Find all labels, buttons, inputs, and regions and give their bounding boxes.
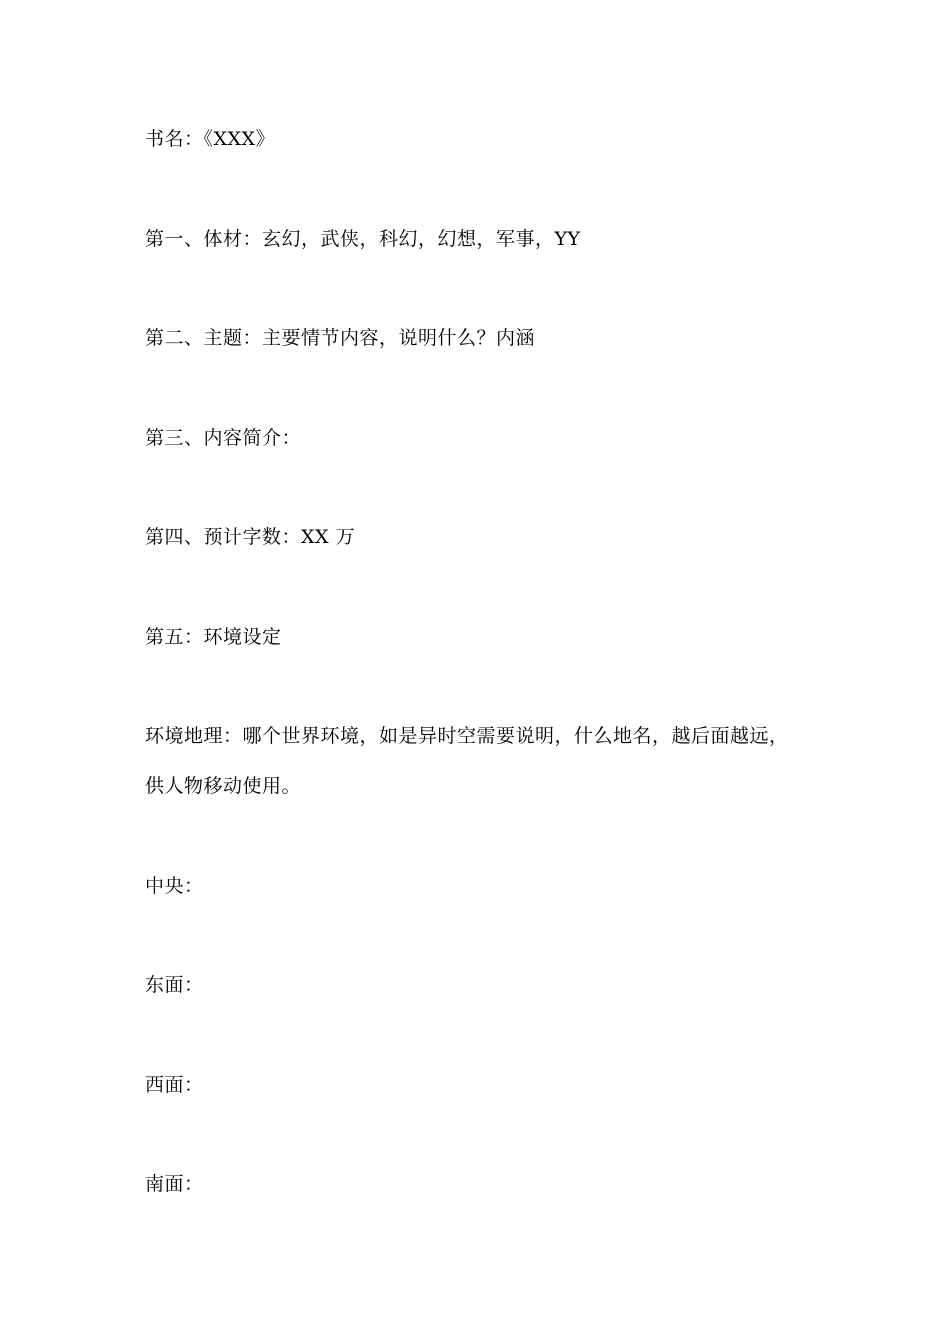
geography-line-1: 环境地理：哪个世界环境，如是异时空需要说明，什么地名，越后面越远， bbox=[145, 725, 789, 747]
book-title-line: 书名：《XXX》 bbox=[145, 128, 276, 150]
theme-line: 第二、主题：主要情节内容，说明什么？内涵 bbox=[145, 327, 536, 349]
summary-line: 第三、内容简介： bbox=[145, 427, 302, 449]
east-line: 东面： bbox=[145, 974, 204, 996]
south-line: 南面： bbox=[145, 1173, 204, 1195]
genre-line: 第一、体材：玄幻，武侠，科幻，幻想，军事，YY bbox=[145, 228, 581, 250]
setting-heading: 第五：环境设定 bbox=[145, 626, 282, 648]
west-line: 西面： bbox=[145, 1074, 204, 1096]
geography-line-2: 供人物移动使用。 bbox=[145, 775, 302, 797]
center-line: 中央： bbox=[145, 875, 204, 897]
word-count-line: 第四、预计字数：XX 万 bbox=[145, 526, 356, 548]
